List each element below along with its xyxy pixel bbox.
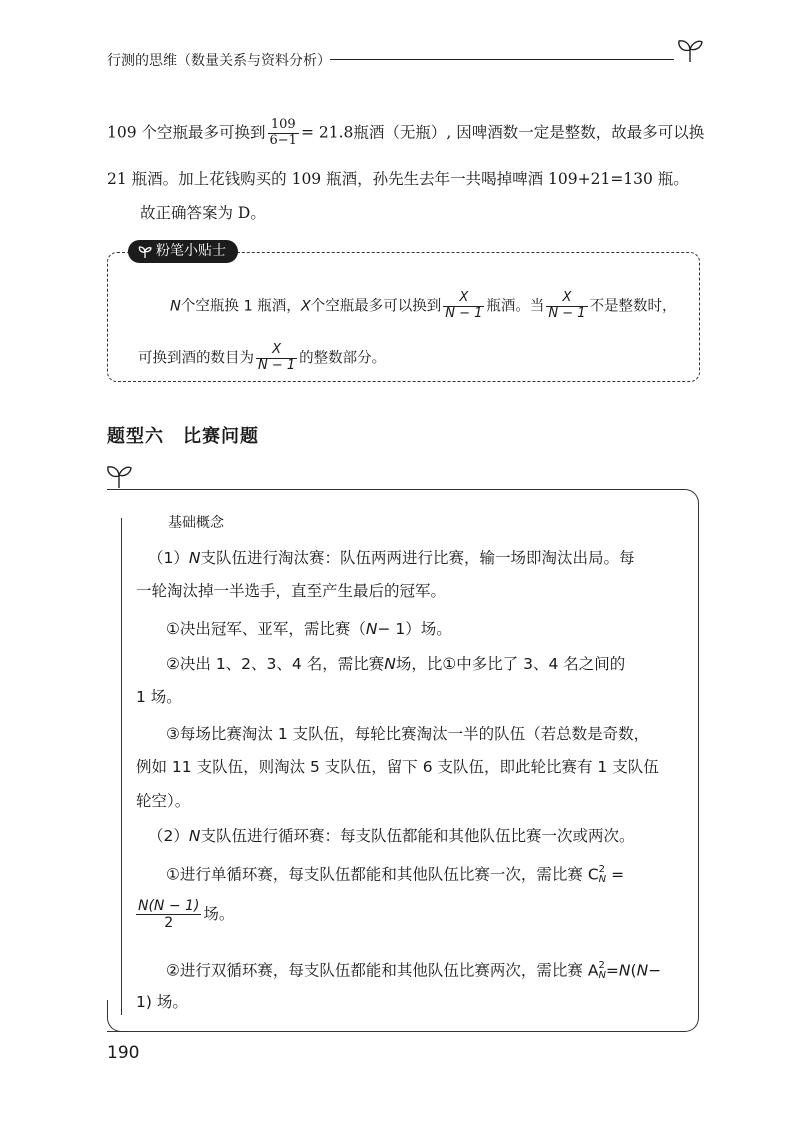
concept-box-bottom-corner [107, 1000, 137, 1032]
concept-p7-line-1: ②进行双循环赛，每支队伍都能和其他队伍比赛两次，需比赛 A 2 N =N(N− [166, 960, 662, 981]
solution-line-3: 故正确答案为 D。 [140, 204, 266, 222]
concept-p1-line-1: （1）N支队伍进行淘汰赛：队伍两两进行比赛，输一场即淘汰出局。每 [148, 549, 635, 567]
running-title: 行测的思维（数量关系与资料分析） [107, 53, 331, 69]
page-number: 190 [107, 1043, 140, 1063]
tip-line-2: 可换到酒的数目为 $\frac{X}{N - 1}$ 的整数部分。 [138, 342, 387, 373]
concept-p4-line-1: ③每场比赛淘汰 1 支队伍，每轮比赛淘汰一半的队伍（若总数是奇数， [166, 725, 650, 743]
sprout-icon [675, 36, 705, 64]
concept-p6-line-2: $\frac{N(N - 1)}{2}$ 场。 [138, 898, 235, 932]
concept-p5: （2）N支队伍进行循环赛：每支队伍都能和其他队伍比赛一次或两次。 [148, 827, 635, 845]
solution-line-1: 109 个空瓶最多可换到 $\frac{109}{6-1}$ = 21.8瓶酒（无瓶）, 因啤酒数一定是整数，故最多可以换 [107, 117, 705, 148]
section-title: 题型六 比赛问题 [107, 426, 259, 447]
concept-p1-line-2: 一轮淘汰掉一半选手，直至产生最后的冠军。 [136, 582, 447, 600]
tip-tab-label: 粉笔小贴士 [156, 243, 226, 259]
concept-p2: ①决出冠军、亚军，需比赛（N− 1）场。 [166, 620, 452, 638]
fraction-x-over-n-1: $\frac{X}{N - 1}$ [258, 342, 296, 373]
concept-p4-line-2: 例如 11 支队伍，则淘汰 5 支队伍，留下 6 支队伍，即此轮比赛有 1 支队伍 [136, 758, 659, 776]
tip-tab [128, 240, 238, 263]
concept-p3-line-1: ②决出 1、2、3、4 名，需比赛N场，比①中多比了 3、4 名之间的 [166, 655, 626, 673]
sprout-icon [138, 245, 152, 259]
fraction-x-over-n-1: $\frac{X}{N - 1}$ [445, 290, 483, 321]
solution-line-2: 21 瓶酒。加上花钱购买的 109 瓶酒，孙先生去年一共喝掉啤酒 109+21=130 瓶。 [107, 170, 689, 188]
tip-line-1: N个空瓶换 1 瓶酒，X个空瓶最多可以换到 $\frac{X}{N - 1}$ 瓶酒。当 $\frac{X}{N - 1}$ 不是整数时， [170, 290, 677, 321]
fraction-109-over-6-1: $\frac{109}{6-1}$ [269, 117, 297, 148]
sprout-icon [104, 462, 134, 490]
concept-heading: 基础概念 [168, 515, 224, 531]
fraction-n-n-1-over-2: $\frac{N(N - 1)}{2}$ [138, 898, 200, 932]
concept-box-left-rule [121, 518, 122, 1015]
fraction-x-over-n-1: $\frac{X}{N - 1}$ [548, 290, 586, 321]
concept-p3-line-2: 1 场。 [136, 688, 182, 706]
header-rule [330, 59, 674, 60]
concept-p7-line-2: 1) 场。 [136, 993, 188, 1011]
concept-p4-line-3: 轮空）。 [136, 792, 191, 810]
concept-p6-line-1: ①进行单循环赛，每支队伍都能和其他队伍比赛一次，需比赛 C 2 N = [166, 864, 625, 885]
